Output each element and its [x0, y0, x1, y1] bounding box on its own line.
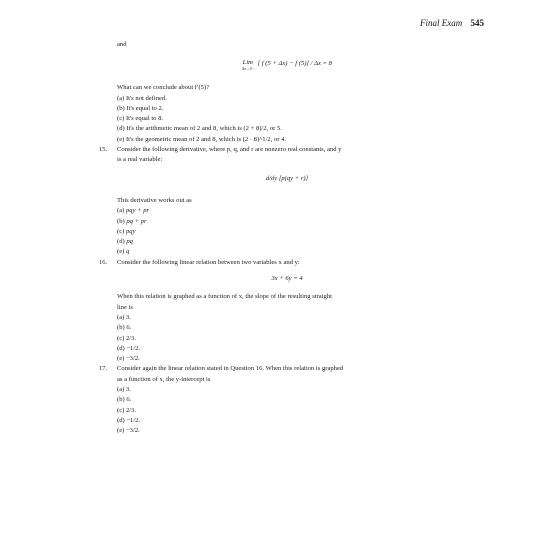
limit-subscript: Δx→0−: [242, 67, 254, 72]
intro-option-b: (b) It's equal to 2.: [117, 104, 164, 112]
question-number: 15.: [99, 146, 108, 154]
option-label: (a): [117, 207, 125, 215]
answer-option-d: [117, 237, 457, 247]
answer-option-e: (e) −3/2.: [117, 355, 140, 363]
limit-operator: [242, 59, 254, 71]
answer-option-e: [117, 247, 457, 257]
intro-option-d: (d) It's the arithmetic mean of 2 and 8, which is (2 + 8)/2, or 5.: [117, 125, 282, 133]
limit-expression: [ f (5 + Δx) − f (5)] / Δx = 8: [257, 60, 332, 68]
option-value: pq: [126, 238, 133, 246]
answer-lead: When this relation is graphed as a function of x, the slope of the resulting straight: [117, 293, 332, 301]
option-value: pqy + pr: [125, 207, 150, 215]
question-15: [99, 145, 457, 258]
running-title: Final Exam: [420, 18, 463, 28]
answer-option-c: [117, 227, 457, 237]
answer-lead-cont: line is: [117, 303, 133, 311]
intro-question: What can we conclude about f′(5)?: [117, 84, 210, 92]
linear-equation: 3x + 6y = 4: [271, 275, 303, 283]
question-stem-cont: is a real variable:: [117, 156, 163, 164]
intro-option-a: (a) It's not defined.: [117, 94, 167, 102]
answer-option-c: (c) 2/3.: [117, 406, 137, 414]
option-value: pqy: [125, 227, 136, 235]
option-value: pq + pr: [126, 217, 147, 225]
option-label: (e): [117, 248, 125, 256]
question-stem-cont: as a function of x, the y-intercept is: [117, 375, 211, 383]
option-label: (b): [117, 217, 125, 225]
derivative-formula: d/dy [p(qy + r)]: [265, 174, 309, 182]
intro-and: and: [117, 41, 127, 48]
answer-option-b: (b) 6.: [117, 324, 132, 332]
answer-option-b: (b) 6.: [117, 396, 132, 404]
limit-equation: [117, 59, 457, 71]
answer-option-e: (e) −3/2.: [117, 427, 140, 435]
intro-option-e: (e) It's the geometric mean of 2 and 8, which is (2 · 8)^1/2, or 4.: [117, 135, 287, 143]
question-17: [99, 364, 457, 436]
intro-option-c: (c) It's equal to 8.: [117, 115, 164, 123]
question-stem: Consider the following linear relation between two variables x and y:: [117, 258, 300, 266]
answer-option-d: (d) −1/2.: [117, 416, 141, 424]
option-label: (c): [117, 227, 125, 235]
answer-option-b: [117, 217, 457, 227]
question-stem: Consider the following derivative, where p, q, and r are nonzero real constants, and y: [117, 146, 342, 154]
option-value: q: [125, 248, 130, 256]
answer-lead: This derivative works out as: [117, 196, 192, 204]
question-number: 17.: [99, 365, 108, 373]
answer-option-d: (d) −1/2.: [117, 344, 141, 352]
question-number: 16.: [99, 258, 108, 266]
page-body: [99, 40, 457, 437]
question-16: [99, 258, 457, 365]
page-number: 545: [470, 18, 484, 28]
question-stem: Consider again the linear relation stated in Question 16. When this relation is graphed: [117, 365, 344, 373]
answer-option-a: (a) 3.: [117, 386, 131, 394]
option-label: (d): [117, 238, 125, 246]
answer-option-c: (c) 2/3.: [117, 334, 137, 342]
running-header: [420, 18, 484, 28]
limit-word: Lim: [242, 59, 253, 67]
answer-option-a: (a) 3.: [117, 313, 131, 321]
answer-option-a: [117, 206, 457, 216]
